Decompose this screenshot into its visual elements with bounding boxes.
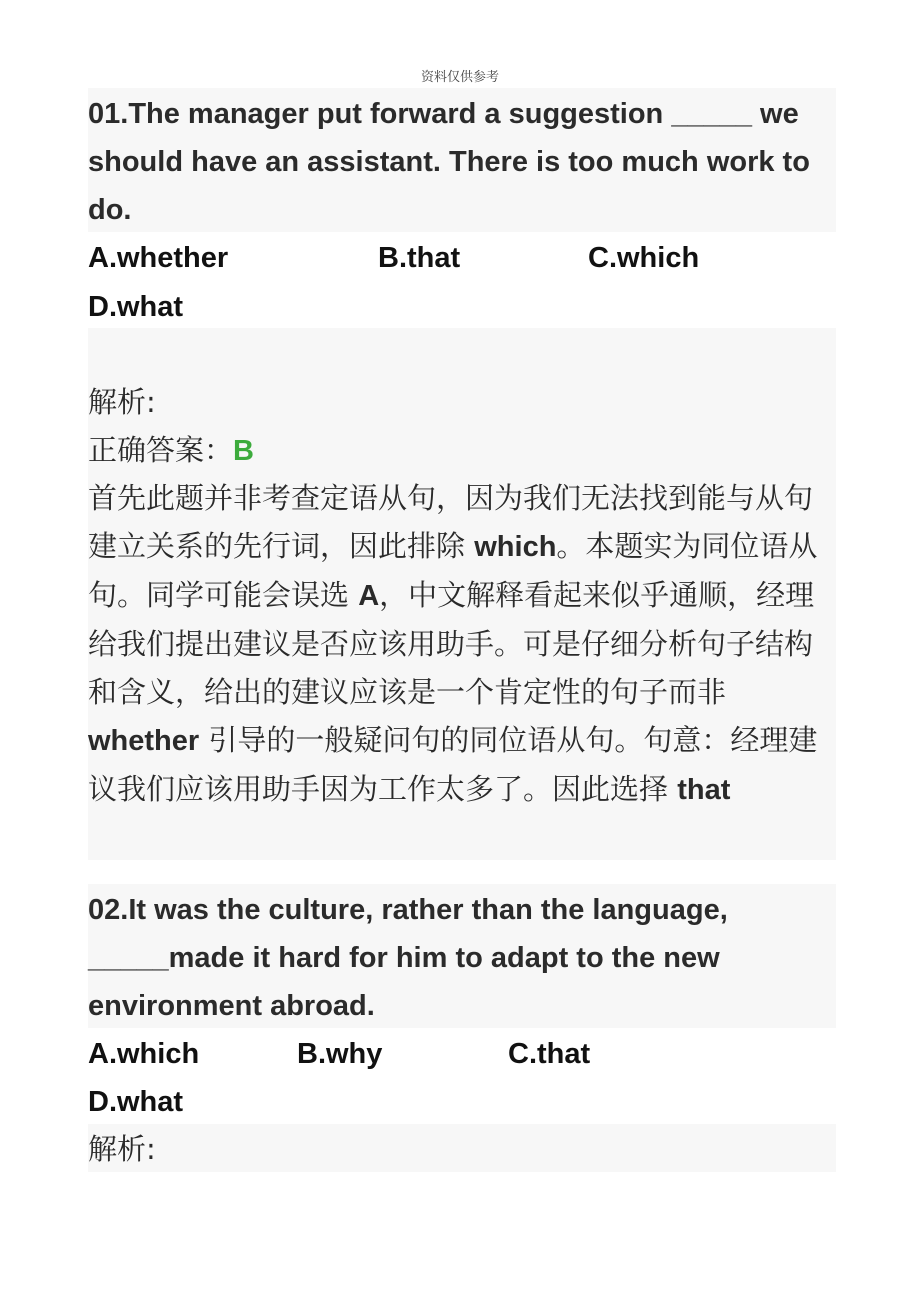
q2-option-c: C.that [508, 1038, 591, 1070]
explanation-word-a: A [358, 580, 380, 612]
explanation-word-whether: whether [88, 725, 200, 757]
q1-explanation [88, 474, 838, 814]
question-2-text: 02.It was the culture, rather than the language, _____made it hard for him to adapt to the new environment abroad. [88, 894, 728, 1022]
explanation-word-which: which [474, 531, 557, 563]
reference-header: 资料仅供参考 [420, 70, 499, 85]
explanation-part-1: 首先此题并非考查定语从句，因为我们无法找到能与从句建立关系的先行词，因此排除 [88, 481, 814, 563]
q1-option-a: A.whether [88, 242, 229, 274]
explanation-part-2: 。本题实为同位语从句。同学可能会误选 [88, 529, 818, 612]
question-1-text: 01.The manager put forward a suggestion _____ we should have an assistant. There is too much work to do. [88, 98, 810, 226]
q1-option-b: B.that [378, 242, 461, 274]
answer-label: 正确答案： [88, 433, 234, 467]
explanation-part-3: ，中文解释看起来似乎通顺，经理给我们提出建议是否应该用助手。可是仔细分析句子结构和含义，给出的建议应该是一个肯定性的句子而非 [88, 578, 815, 709]
q2-option-b: B.why [297, 1038, 383, 1070]
explanation-part-4: 引导的一般疑问句的同位语从句。句意：经理建议我们应该用助手因为工作太多了。因此选择 [88, 723, 818, 806]
q1-option-c: C.which [588, 242, 700, 274]
q2-option-a: A.which [88, 1038, 200, 1070]
answer-value: B [233, 435, 254, 467]
q1-option-d: D.what [88, 291, 184, 323]
q1-analysis-label: 解析: [88, 385, 156, 419]
q1-answer-line [88, 426, 838, 475]
explanation-word-that: that [677, 774, 731, 806]
q2-option-d: D.what [88, 1086, 184, 1118]
q2-analysis-label: 解析: [88, 1132, 156, 1166]
